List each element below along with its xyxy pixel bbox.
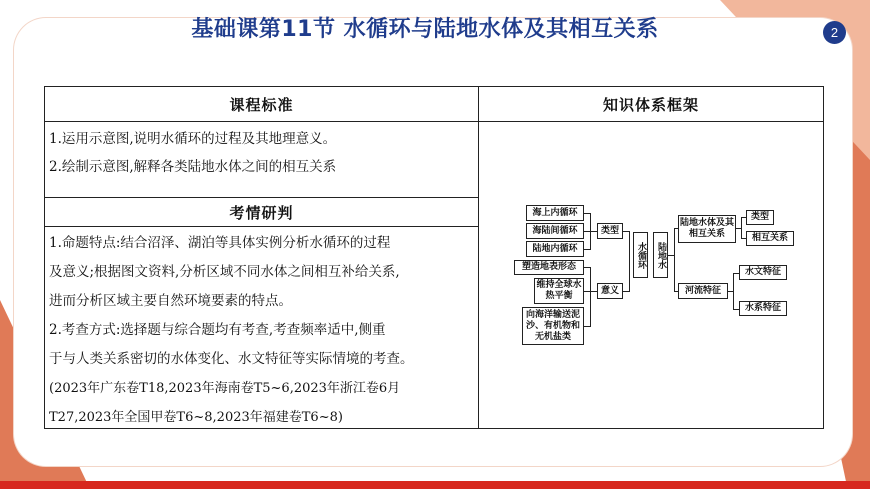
connector	[733, 273, 734, 310]
node-meaning-3: 向海洋输送泥沙、有机物和无机盐类	[522, 307, 584, 345]
standard-item: 2.绘制示意图,解释各类陆地水体之间的相互关系	[49, 159, 337, 175]
connector	[590, 267, 591, 327]
node-ocean-cycle: 海上内循环	[526, 205, 584, 221]
standard-item: 1.运用示意图,说明水循环的过程及其地理意义。	[49, 131, 337, 147]
node-rel-type: 类型	[746, 210, 774, 225]
framework-header: 知识体系框架	[479, 87, 823, 122]
exam-list	[49, 229, 476, 432]
node-river-features: 河流特征	[678, 283, 728, 299]
node-type-label: 类型	[597, 223, 623, 239]
exam-line: 进而分析区域主要自然环境要素的特点。	[49, 293, 292, 309]
standards-list	[49, 125, 476, 181]
left-column	[45, 87, 479, 428]
node-meaning-2: 维持全球水热平衡	[534, 278, 584, 304]
node-drainage: 水系特征	[739, 301, 787, 316]
exam-line: 于与人类关系密切的水体变化、水文特征等实际情境的考查。	[49, 351, 414, 367]
page-number-badge: 2	[823, 21, 846, 44]
connector	[674, 228, 675, 292]
knowledge-diagram	[479, 121, 823, 428]
connector	[629, 231, 630, 292]
node-land-water-relations: 陆地水体及其相互关系	[678, 215, 736, 243]
node-rel-relations: 相互关系	[746, 231, 794, 246]
node-water-cycle: 水循环	[633, 232, 648, 278]
exam-header: 考情研判	[45, 197, 478, 227]
node-meaning-label: 意义	[597, 283, 623, 299]
node-land-water: 陆地水	[653, 232, 668, 278]
exam-line: 1.命题特点:结合沼泽、湖泊等具体实例分析水循环的过程	[49, 235, 391, 251]
node-inland-cycle: 陆地内循环	[526, 241, 584, 257]
exam-line: 及意义;根据图文资料,分析区域不同水体之间相互补给关系,	[49, 264, 400, 280]
exam-line: (2023年广东卷T18,2023年海南卷T5~6,2023年浙江卷6月	[49, 381, 401, 396]
connector	[590, 291, 597, 292]
content-table	[44, 86, 824, 429]
right-column	[479, 87, 823, 428]
exam-line: T27,2023年全国甲卷T6~8,2023年福建卷T6~8)	[49, 410, 343, 425]
standards-header: 课程标准	[45, 87, 478, 122]
node-sea-land-cycle: 海陆间循环	[526, 223, 584, 239]
page-title: 基础课第11节 水循环与陆地水体及其相互关系	[191, 17, 659, 42]
connector	[741, 217, 742, 238]
exam-line: 2.考查方式:选择题与综合题均有考查,考查频率适中,侧重	[49, 322, 386, 338]
bottom-bar	[0, 481, 870, 489]
node-meaning-1: 塑造地表形态	[514, 260, 584, 275]
node-hydrology: 水文特征	[739, 265, 787, 280]
connector	[590, 231, 597, 232]
